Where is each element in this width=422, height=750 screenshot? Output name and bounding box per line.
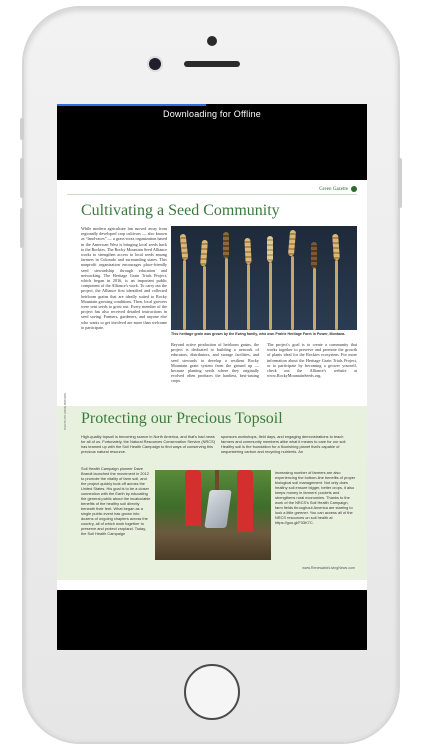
- mute-switch: [20, 118, 24, 140]
- power-button: [398, 158, 402, 208]
- front-camera: [149, 58, 161, 70]
- gazette-logo-icon: [351, 186, 357, 192]
- home-button[interactable]: [184, 664, 240, 720]
- article1-column-3: The project's goal is to create a community that works together to preserve and promote the growth of plants ideal for the Rockies ecosystem. For more information about the Heritage Grain Trials Project, or to participate by becoming a grower yourself, check out the Alliance's website at www.RockyMountainSeeds.org.: [267, 342, 357, 379]
- boots-shovel-photo: [155, 470, 271, 560]
- article1-column-1: While modern agriculture has moved away from regionally developed crop cultivars — also known as “land-races” — a grass-roots organization based in the American West is bringing local seeds back to the Rockies. The Rocky Mountain Seed Alliance works to strengthen access to local seeds among farmers in Colorado and surrounding states. This nonprofit organization encourages place-friendly seed stewardship through education and networking. The Heritage Grain Trials Project, which began in 2016, is an important public component of the Alliance's work. To carry out the project, the Alliance first identified and collected heirloom grains that are ideally suited to Rocky Mountain growing conditions. Then, local growers were sent seeds to grow out. Every member of the project has also received detailed instructions in seed saving. Farmers, gardeners, and anyone else who wants to get involved are more than welcome to participate.: [81, 226, 167, 330]
- wheat-photo-caption: This heritage grain was grown by the Ewing family, who own Prairie Heritage Farm in Power, Montana.: [171, 332, 346, 336]
- earpiece-speaker: [184, 61, 240, 67]
- header-rule: [67, 194, 357, 195]
- magazine-page[interactable]: [57, 180, 367, 590]
- right-boot: [237, 470, 253, 532]
- top-sensor: [207, 36, 217, 46]
- wheat-photo: [171, 226, 357, 330]
- article2-column-2: increasing number of farmers are also experiencing the bottom-line benefits of proper biological soil management. Not only does healthy soil ensure bigger, better crops, it also keeps money in farmers' pockets and strengthens rural economies. Thanks to the work of the NRCS's Soil Health Campaign, farm fields throughout America are starting to look a little greener. You can access all of the NRCS resources on soil health at https://goo.gl/F33K7C.: [275, 470, 356, 525]
- gazette-header: [319, 186, 357, 192]
- article1-title: Cultivating a Seed Community: [81, 202, 280, 219]
- download-progress-bar: [57, 104, 206, 106]
- article2-intro-right: sponsors workshops, field days, and engaging demonstrations to teach farmers and community members alike what it means to care for our soil. Healthy soil is the foundation for a flourishing planet that's capable of sequestering carbon and recycling nutrients. An: [221, 434, 347, 454]
- screen: [57, 104, 367, 650]
- article2-intro-left: High-quality topsoil is becoming scarce in North America, and that's bad news for all of us. Fortunately, the Natural Resources Conservation Service (NRCS) has teamed up with the Soil Health Campaign to find ways of conserving this precious natural resource.: [81, 434, 215, 454]
- shovel-blade: [204, 490, 231, 528]
- download-status-title: Downloading for Offline: [163, 109, 261, 119]
- gazette-label: Green Gazette: [319, 186, 348, 192]
- left-boot: [185, 470, 201, 526]
- volume-down-button: [20, 208, 24, 248]
- volume-up-button: [20, 158, 24, 198]
- status-bar: [57, 104, 367, 132]
- article1-column-2: Beyond active production of heirloom grains, the project is dedicated to building a network of educators, distributors, and storage facilities, and seed stewards to develop a resilient Rocky Mountain grain system from the ground up — because planting seeds where they originally evolved often produces the hardiest, best-tasting crops.: [171, 342, 259, 384]
- page-footer: www.RenewableLivingNews.com: [302, 566, 355, 570]
- article2-title: Protecting our Precious Topsoil: [81, 410, 283, 427]
- photo-credit: PHOTO BY ANNE BROWN: [63, 393, 67, 430]
- article2-column-1: Soil Health Campaign pioneer Dave Brandt launched the movement in 2012 to promote the vitality of farm soil, and the project quickly took off across the United States. His goal is to be a closer connection with the Earth by educating the general public about the incalculable benefits of the healthy soil directly beneath their feet. What began as a single public event has grown into dozens of ongoing chapters across the country, all of which work together to preserve and protect cropland. Today, the Soil Health Campaign: [81, 466, 151, 536]
